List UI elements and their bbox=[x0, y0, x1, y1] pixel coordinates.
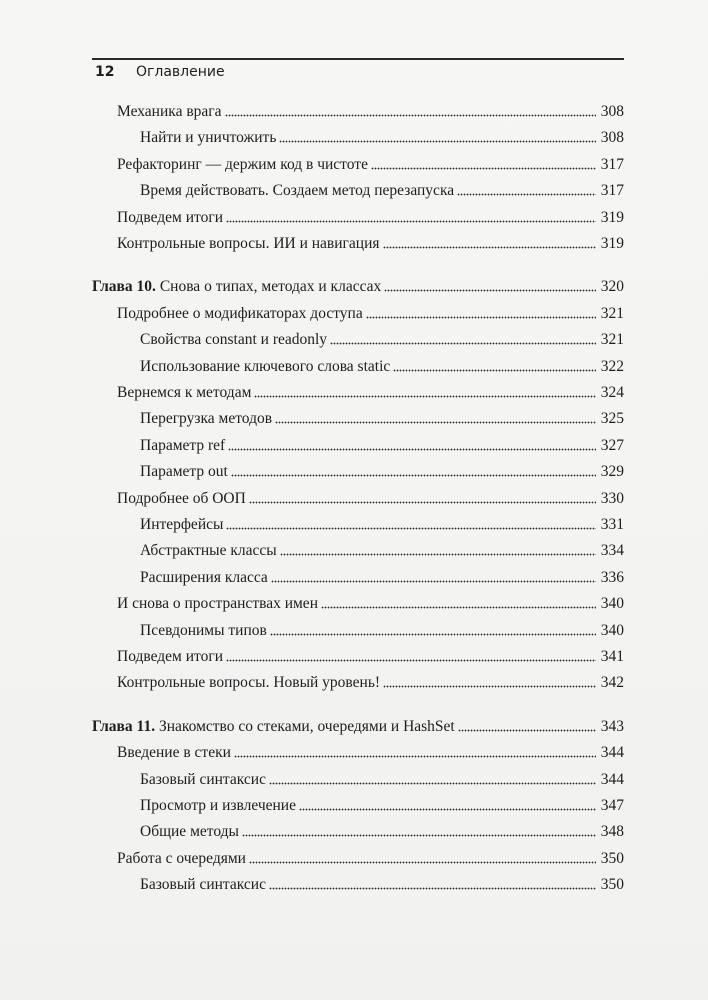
toc-entry-text: Перегрузка методов bbox=[140, 410, 273, 427]
toc-entry bbox=[140, 435, 624, 457]
page-number: 12 bbox=[95, 64, 115, 80]
toc-page-number: 321 bbox=[600, 305, 624, 322]
dot-leader bbox=[228, 437, 596, 451]
dot-leader bbox=[393, 358, 596, 372]
toc-entry-text: Использование ключевого слова static bbox=[140, 358, 391, 375]
toc-entry-text: Знакомство со стеками, очередями и HashSet bbox=[158, 718, 455, 735]
toc-entry-text: Вернемся к методам bbox=[117, 384, 252, 401]
toc-page-number: 342 bbox=[600, 674, 624, 691]
dot-leader bbox=[321, 595, 596, 609]
toc-entry-title bbox=[117, 646, 223, 668]
toc-entry bbox=[140, 795, 624, 817]
toc-entry-title bbox=[117, 488, 246, 510]
toc-page-number: 324 bbox=[600, 384, 624, 401]
dot-leader bbox=[383, 674, 596, 688]
toc-entry bbox=[140, 567, 624, 589]
running-title: Оглавление bbox=[136, 64, 225, 80]
toc-entry-text: Контрольные вопросы. Новый уровень! bbox=[117, 674, 381, 691]
toc-chapter-entry bbox=[92, 276, 624, 298]
toc-page-number: 331 bbox=[600, 516, 624, 533]
toc-page-number: 340 bbox=[600, 622, 624, 639]
dot-leader bbox=[242, 823, 596, 837]
toc-entry-title bbox=[140, 795, 296, 817]
toc-page-number: 334 bbox=[600, 542, 624, 559]
toc-entry-title bbox=[140, 540, 277, 562]
toc-entry-text: Механика врага bbox=[117, 103, 222, 120]
dot-leader bbox=[383, 235, 596, 249]
toc-entry-title bbox=[117, 672, 380, 694]
toc-entry-title bbox=[140, 769, 266, 791]
toc-entry-text: Подведем итоги bbox=[117, 209, 224, 226]
toc-entry bbox=[140, 329, 624, 351]
toc-entry bbox=[140, 874, 624, 896]
dot-leader bbox=[269, 771, 596, 785]
toc-page-number: 329 bbox=[600, 463, 624, 480]
toc-page-number: 321 bbox=[600, 331, 624, 348]
toc-entry bbox=[140, 540, 624, 562]
toc-entry bbox=[140, 408, 624, 430]
toc-page-number: 344 bbox=[600, 771, 624, 788]
toc-entry bbox=[117, 593, 624, 615]
toc-entry-text: Снова о типах, методах и классах bbox=[159, 278, 382, 295]
dot-leader bbox=[457, 182, 596, 196]
toc-page-number: 344 bbox=[600, 744, 624, 761]
toc-entry-text: Параметр ref bbox=[140, 437, 226, 454]
toc-entry-title bbox=[117, 207, 223, 229]
dot-leader bbox=[275, 410, 596, 424]
toc-page-number: 319 bbox=[600, 235, 624, 252]
toc-entry-text: Подробнее об ООП bbox=[117, 490, 246, 507]
toc-entry-title bbox=[117, 303, 363, 325]
toc-page-number: 322 bbox=[600, 358, 624, 375]
toc-entry-text: Свойства constant и readonly bbox=[140, 331, 328, 348]
toc-entry-text: Работа с очередями bbox=[117, 850, 246, 867]
toc-entry-text: Контрольные вопросы. ИИ и навигация bbox=[117, 235, 380, 252]
toc-entry-text: Время действовать. Создаем метод перезапуска bbox=[140, 182, 455, 199]
toc-page-number: 327 bbox=[600, 437, 624, 454]
toc-entry bbox=[117, 672, 624, 694]
chapter-number: Глава 11. bbox=[92, 718, 156, 735]
dot-leader bbox=[225, 103, 596, 117]
toc-page-number: 343 bbox=[600, 718, 624, 735]
dot-leader bbox=[299, 797, 596, 811]
toc-entry-title bbox=[140, 821, 239, 843]
toc-page-number: 350 bbox=[600, 876, 624, 893]
dot-leader bbox=[254, 384, 596, 398]
toc-entry bbox=[140, 769, 624, 791]
toc-entry bbox=[140, 821, 624, 843]
dot-leader bbox=[279, 129, 596, 143]
toc-page-number: 347 bbox=[600, 797, 624, 814]
toc-entry-text: Подробнее о модификаторах доступа bbox=[117, 305, 363, 322]
toc-entry bbox=[117, 303, 624, 325]
toc-entry-title bbox=[140, 329, 327, 351]
toc-entry bbox=[117, 154, 624, 176]
toc-entry bbox=[117, 233, 624, 255]
toc-entry-text: Параметр out bbox=[140, 463, 228, 480]
dot-leader bbox=[231, 463, 596, 477]
toc-entry-text: Введение в стеки bbox=[117, 744, 231, 761]
toc-entry-text: Абстрактные классы bbox=[140, 542, 277, 559]
toc-entry bbox=[117, 646, 624, 668]
toc-entry bbox=[140, 127, 624, 149]
dot-leader bbox=[270, 622, 596, 636]
toc-entry-text: Общие методы bbox=[140, 823, 239, 840]
dot-leader bbox=[249, 490, 596, 504]
toc-entry-title bbox=[117, 382, 251, 404]
toc-entry bbox=[117, 742, 624, 764]
toc-entry-title bbox=[140, 435, 225, 457]
toc-page-number: 317 bbox=[600, 156, 624, 173]
toc-entry-text: Расширения класса bbox=[140, 569, 268, 586]
toc-entry bbox=[117, 382, 624, 404]
toc-entry-text: Подведем итоги bbox=[117, 648, 224, 665]
dot-leader bbox=[226, 209, 596, 223]
toc-page-number: 320 bbox=[600, 278, 624, 295]
header-rule bbox=[92, 58, 624, 60]
toc-entry bbox=[140, 356, 624, 378]
dot-leader bbox=[226, 648, 596, 662]
toc-entry-title bbox=[117, 101, 222, 123]
toc-entry-title bbox=[140, 127, 276, 149]
toc-page-number: 336 bbox=[600, 569, 624, 586]
toc-chapter-entry bbox=[92, 716, 624, 738]
toc-page-number: 319 bbox=[600, 209, 624, 226]
toc-page-number: 350 bbox=[600, 850, 624, 867]
toc-entry-text: И снова о пространствах имен bbox=[117, 595, 318, 612]
toc-entry-text: Базовый синтаксис bbox=[140, 771, 266, 788]
toc-entry-text: Рефакторинг — держим код в чистоте bbox=[117, 156, 368, 173]
toc-entry bbox=[117, 207, 624, 229]
page-header bbox=[92, 58, 624, 84]
toc-entry bbox=[140, 180, 624, 202]
toc-page-number: 317 bbox=[600, 182, 624, 199]
toc-entry-title bbox=[117, 233, 380, 255]
toc-page-number: 348 bbox=[600, 823, 624, 840]
toc-entry-title bbox=[92, 716, 455, 738]
toc-entry-title bbox=[117, 848, 246, 870]
toc-entry-title bbox=[140, 180, 454, 202]
toc-entry-title bbox=[117, 742, 231, 764]
dot-leader bbox=[384, 278, 596, 292]
toc-page-number: 330 bbox=[600, 490, 624, 507]
dot-leader bbox=[458, 718, 596, 732]
dot-leader bbox=[234, 744, 596, 758]
toc-page-number: 308 bbox=[600, 103, 624, 120]
dot-leader bbox=[366, 305, 596, 319]
toc-entry bbox=[140, 514, 624, 536]
toc-entry-title bbox=[117, 154, 368, 176]
toc-entry bbox=[117, 101, 624, 123]
toc-entry bbox=[140, 461, 624, 483]
toc-page-number: 325 bbox=[600, 410, 624, 427]
dot-leader bbox=[330, 331, 596, 345]
dot-leader bbox=[271, 569, 596, 583]
toc-entry-title bbox=[92, 276, 381, 298]
toc-entry bbox=[117, 848, 624, 870]
dot-leader bbox=[269, 876, 596, 890]
toc-entry bbox=[117, 488, 624, 510]
toc-entry-title bbox=[140, 408, 272, 430]
toc-page-number: 308 bbox=[600, 129, 624, 146]
toc-entry-title bbox=[140, 567, 268, 589]
toc-entry-text: Псевдонимы типов bbox=[140, 622, 267, 639]
chapter-number: Глава 10. bbox=[92, 278, 156, 295]
toc-entry-title bbox=[140, 620, 267, 642]
dot-leader bbox=[371, 156, 596, 170]
toc-entry-text: Интерфейсы bbox=[140, 516, 224, 533]
dot-leader bbox=[280, 542, 596, 556]
toc-page-number: 341 bbox=[600, 648, 624, 665]
toc-entry-text: Просмотр и извлечение bbox=[140, 797, 296, 814]
toc-entry bbox=[140, 620, 624, 642]
toc-entry-title bbox=[140, 874, 266, 896]
toc-entry-title bbox=[140, 356, 390, 378]
toc-entry-text: Найти и уничтожить bbox=[140, 129, 277, 146]
toc-entry-title bbox=[140, 461, 228, 483]
dot-leader bbox=[249, 850, 596, 864]
toc-entry-title bbox=[140, 514, 223, 536]
toc-page-number: 340 bbox=[600, 595, 624, 612]
dot-leader bbox=[226, 516, 596, 530]
toc-entry-title bbox=[117, 593, 318, 615]
toc-entry-text: Базовый синтаксис bbox=[140, 876, 266, 893]
